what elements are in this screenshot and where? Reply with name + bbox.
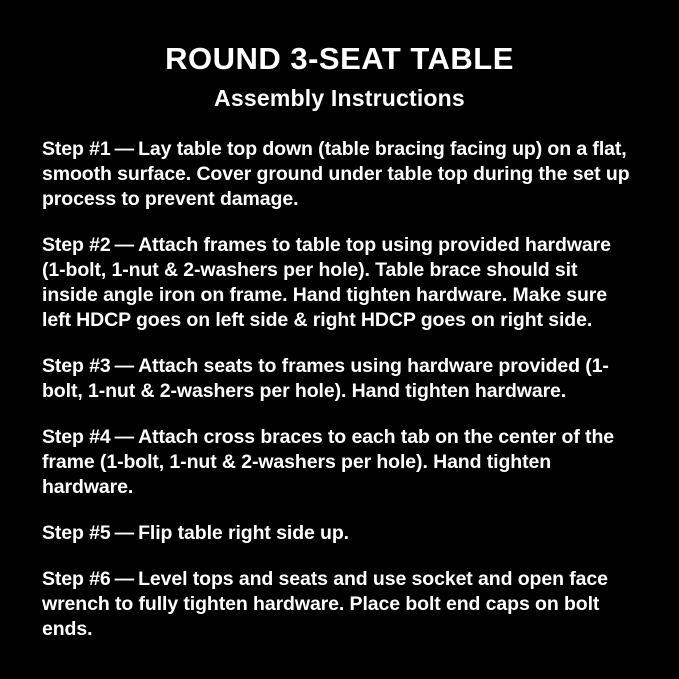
step-label: Step #5 <box>42 521 111 544</box>
step-dash: — <box>114 355 135 378</box>
step-text: Flip table right side up. <box>138 521 350 544</box>
step-text: Attach seats to frames using hardware provided (1-bolt, 1-nut & 2-washers per hole). Hand tighten hardware. <box>42 355 609 403</box>
step-dash: — <box>114 521 135 544</box>
step-item <box>42 233 637 333</box>
step-label: Step #3 <box>42 355 111 378</box>
steps-list <box>42 137 637 641</box>
step-dash: — <box>114 234 135 257</box>
step-label: Step #2 <box>42 234 111 257</box>
step-dash: — <box>114 138 135 161</box>
step-item <box>42 521 637 546</box>
step-label: Step #6 <box>42 567 111 590</box>
step-text: Attach cross braces to each tab on the center of the frame (1-bolt, 1-nut & 2-washers per hole). Hand tighten hardware. <box>42 425 614 498</box>
step-item <box>42 137 637 212</box>
step-text: Level tops and seats and use socket and open face wrench to fully tighten hardware. Place bolt end caps on bolt ends. <box>42 567 608 640</box>
step-item <box>42 567 637 642</box>
step-item <box>42 354 637 404</box>
step-label: Step #4 <box>42 425 111 448</box>
step-dash: — <box>114 567 135 590</box>
step-label: Step #1 <box>42 138 111 161</box>
step-text: Lay table top down (table bracing facing up) on a flat, smooth surface. Cover ground under table top during the set up process to prevent damage. <box>42 138 630 211</box>
step-item <box>42 425 637 500</box>
page-subtitle: Assembly Instructions <box>214 85 465 112</box>
page-title: ROUND 3-SEAT TABLE <box>165 41 514 76</box>
step-text: Attach frames to table top using provided hardware (1-bolt, 1-nut & 2-washers per hole). Table brace should sit inside angle iron on frame. Hand tighten hardware. Make sure left HDCP goes on left side & right HDCP goes on right side. <box>42 234 611 332</box>
step-dash: — <box>114 425 135 448</box>
